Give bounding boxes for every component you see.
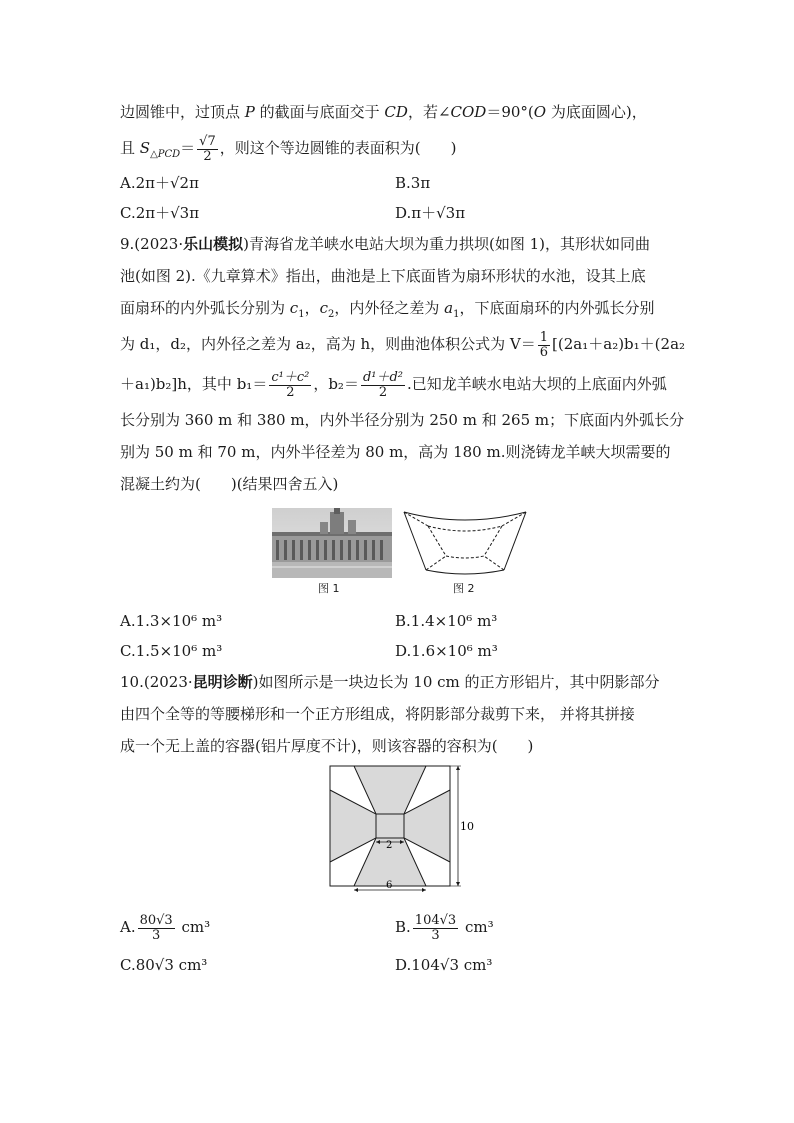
q10-line-3: 成一个无上盖的容器(铝片厚度不计)，则该容器的容积为( ) [120,737,534,755]
bottom-base-label: 6 [386,880,393,891]
q9-line-3: 面扇环的内外弧长分别为 $c_1$，$c_2$，内外径之差为 $a_1$，下底面扇环的内外弧长分别 [120,299,655,320]
q9-figures [120,506,680,598]
q10-option-d[interactable]: D.104√3 cm³ [395,956,493,974]
q10-option-c[interactable]: C.80√3 cm³ [120,956,208,974]
q10-line-1: 10.(2023·昆明诊断)如图所示是一块边长为 10 cm 的正方形铝片，其中阴影部分 [120,673,660,691]
q10-line-2: 由四个全等的等腰梯形和一个正方形组成，将阴影部分裁剪下来， 并将其拼接 [120,705,635,723]
dam-photo-image [272,508,392,578]
q8-line-1: 边圆锥中，过顶点 P 的截面与底面交于 CD，若∠COD＝90°(O 为底面圆心)， [120,103,647,121]
q9-option-b[interactable]: B.1.4×10⁶ m³ [395,612,498,630]
q8-options-row-1 [120,168,680,198]
q10-source: 昆明诊断 [192,673,253,691]
center-square [376,814,404,838]
q9-line-2: 池(如图 2).《九章算术》指出，曲池是上下底面皆为扇环形状的水池，设其上底 [120,267,646,285]
q10-option-a[interactable]: A. $\frac{80√3}{3}$ cm³ [120,912,211,943]
figure-1-caption: 图 1 [318,582,340,595]
curved-pool-diagram [400,506,530,580]
q10-option-b[interactable]: B. $\frac{104√3}{3}$ cm³ [395,912,494,943]
q9-line-8: 混凝土约为( )(结果四舍五入) [120,475,339,493]
question-page [120,96,686,982]
b1-fraction: $\frac{\text{c¹＋c²}}{2}$ [271,369,310,400]
q9-source: 乐山模拟 [183,235,244,253]
q8-option-d[interactable]: D.π＋√3π [395,204,466,222]
q10-options-row-1 [120,906,680,948]
q9-options-row-1 [120,606,680,636]
q9-line-7: 别为 50 m 和 70 m，内外半径差为 80 m，高为 180 m.则浇铸龙羊峡大坝需要的 [120,443,671,461]
q8-option-c[interactable]: C.2π＋√3π [120,204,200,222]
side-length-label: 10 [460,820,474,833]
aluminum-sheet-diagram [328,764,478,892]
q10-figure [120,764,680,896]
one-sixth-fraction: $\frac{1}{6}$ [539,329,549,360]
option-b-fraction: $\frac{104√3}{3}$ [414,912,457,943]
q10-options-row-2 [120,948,680,982]
q9-line-6: 长分别为 360 m 和 380 m，内外半径分别为 250 m 和 265 m；下底面内外弧长分 [120,411,685,429]
q9-line-1: 9.(2023·乐山模拟)青海省龙羊峡水电站大坝为重力拱坝(如图 1)，其形状如同曲 [120,235,650,253]
inner-square-label: 2 [386,840,393,851]
b2-fraction: $\frac{\text{d¹＋d²}}{2}$ [362,369,404,400]
q9-line-5: ＋a₁)b₂]h，其中 b₁＝ $\frac{\text{c¹＋c²}}{2}$ ，b₂＝ $\frac{\text{d¹＋d²}}{2}$ .已知龙羊峡水电站大坝的上底面内外弧 [120,369,667,400]
q8-option-b[interactable]: B.3π [395,174,431,192]
q9-option-a[interactable]: A.1.3×10⁶ m³ [120,612,223,630]
q8-line-2: 且 $S_{\triangle PCD}=$ $\frac{√7}{2}$ ，则这个等边圆锥的表面积为( ) [120,133,457,164]
q9-option-c[interactable]: C.1.5×10⁶ m³ [120,642,223,660]
q8-option-a[interactable]: A.2π＋√2π [120,174,199,192]
q9-options-row-2 [120,636,680,666]
q9-option-d[interactable]: D.1.6×10⁶ m³ [395,642,498,660]
q9-line-4: 为 d₁，d₂，内外径之差为 a₂，高为 h，则曲池体积公式为 V＝ $\frac{1}{6}$ [(2a₁＋a₂)b₁＋(2a₂ [120,329,686,360]
figure-2-caption: 图 2 [453,582,475,595]
sqrt7-over-2-fraction: $\frac{√7}{2}$ [199,133,216,164]
dam-photo [272,508,392,578]
q8-options-row-2 [120,198,680,228]
option-a-fraction: $\frac{80√3}{3}$ [139,912,173,943]
